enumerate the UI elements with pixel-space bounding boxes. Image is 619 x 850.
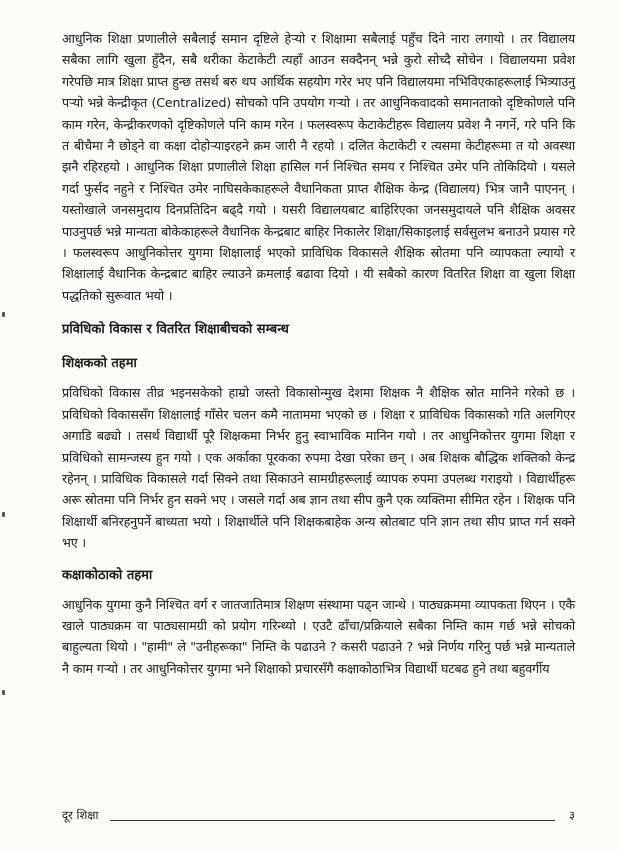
subsection-heading-teacher: शिक्षकको तहमा — [62, 356, 137, 372]
subsection-heading-classroom: कक्षाकोठाको तहमा — [62, 567, 153, 583]
intro-paragraph: आधुनिक शिक्षा प्रणालीले सबैलाई समान दृष्टिले हेर्‍यो र शिक्षामा सबैलाई पहुँच दिने नारा लगायो । तर विद्यालय सबैका लागि खुला हुँदैन, सबै थरीका केटाकेटी त्यहाँ आउन सक्दैनन् भन्ने कुरो सोच्दै सोचेन । विद्यालयमा प्रवेश गरेपछि मात्र शिक्षा प्राप्त हुन्छ तसर्थ बरु थप आर्थिक सहयोग गरेर भए पनि विद्यालयमा नभिविएकाहरूलाई भित्र्याउनु पर्‍यो भन्ने केन्द्रीकृत (Centralized) सोचको पनि उपयोग गर्‍यो । तर आधुनिकवादको समानताको दृष्टिकोणले पनि काम गरेन, केन्द्रीकरणको दृष्टिकोणले पनि काम गरेन । फलस्वरूप केटाकेटीहरू विद्यालय प्रवेश नै नगर्ने, गरे पनि कि त बीचैमा नै छोड्ने वा कक्षा दोहोर्‍याइरहने क्रम जारी नै रहयो । दलित केटाकेटी र त्यसमा केटीहरूमा त यो अवस्था झनै रहिरहयो । आधुनिक शिक्षा प्रणालीले शिक्षा हासिल गर्न निश्चित समय र निश्चित उमेर पनि तोकिदियो । यसले गर्दा फुर्सद नहुने र निश्चित उमेर नाघिसकेकाहरूले वैधानिकता प्राप्त शैक्षिक केन्द्र (विद्यालय) भित्र जानै पाएनन् । यस्तोखाले जनसमुदाय दिनप्रतिदिन बढ्दै गयो । यसरी विद्यालयबाट बाहिरिएका जनसमुदायले पनि शैक्षिक अवसर पाउनुपर्छ भन्ने मान्यता बोकेकाहरूले वैधानिक केन्द्रबाट बाहिर निकालेर शिक्षा/सिकाइलाई सर्वसुलभ बनाउने प्रयास गरे । फलस्वरूप आधुनिकोत्तर युगमा शिक्षालाई भएको प्राविधिक विकासले शैक्षिक स्रोतमा पनि व्यापकता ल्यायो र शिक्षालाई वैधानिक केन्द्रबाट बाहिर ल्याउने क्रमलाई बढावा दियो । यी सबैको कारण वितरित शिक्षा वा खुला शिक्षा पद्धतिको सुरूवात भयो । — [62, 31, 575, 303]
teacher-paragraph: प्रविधिको विकास तीव्र भइनसकेको हाम्रो जस्तो विकासोन्मुख देशमा शिक्षक नै शैक्षिक स्रोत मानिने गरेको छ । प्रविधिको विकाससँग शिक्षालाई गाँसेर चलन कमै नाताममा भएको छ । शिक्षा र प्राविधिक विकासको गति अलगिएर अगाडि बढ्यो । तसर्थ विद्यार्थी पूरै शिक्षकमा निर्भर हुनु स्वाभाविक मानिन गयो । तर आधुनिकोत्तर युगमा शिक्षा र प्रविधिको सामन्जस्य हुन गयो । एक अर्काका पूरकका रुपमा देखा परेका छन् । अब शिक्षक बौद्धिक शक्तिको केन्द्र रहेनन् । प्राविधिक विकासले गर्दा सिक्ने तथा सिकाउने सामग्रीहरूलाई व्यापक रुपमा उपलब्ध गराइयो । विद्यार्थीहरू अरू स्रोतमा पनि निर्भर हुन सक्ने भए । जसले गर्दा अब ज्ञान तथा सीप कुनै एक व्यक्तिमा सीमित रहेन । शिक्षक पनि शिक्षार्थी बनिरहनुपर्ने बाध्यता भयो । शिक्षार्थीले पनि शिक्षकबाहेक अन्य स्रोतबाट पनि ज्ञान तथा सीप प्राप्त गर्न सक्ने भए । — [62, 385, 575, 551]
page-body — [62, 28, 575, 679]
footer-rule — [110, 820, 555, 821]
page-footer — [62, 808, 575, 826]
scan-mark — [2, 512, 5, 517]
page-number: ३ — [569, 808, 575, 822]
section-heading: प्रविधिको विकास र वितरित शिक्षाबीचको सम्बन्ध — [62, 322, 289, 338]
scan-mark — [2, 312, 5, 317]
classroom-paragraph: आधुनिक युगमा कुनै निश्चित वर्ग र जातजातिमात्र शिक्षण संस्थामा पढ्न जान्थे । पाठ्यक्रममा व्यापकता थिएन । एकै खाले पाठ्यक्रम वा पाठ्यसामग्री को प्रयोग गरिन्थ्यो । एउटै ढाँचा/प्रक्रियाले सबैका निम्ति काम गर्छ भन्ने सोचको बाहुल्यता थियो । "हामी" ले "उनीहरूका" निम्ति के पढाउने ? कसरी पढाउने ? भन्ने निर्णय गरिनु पर्छ भन्ने मान्यताले नै काम गर्‍यो । तर आधुनिकोत्तर युगमा भने शिक्षाको प्रचारसँगै कक्षाकोठाभित्र विद्यार्थी घटबढ हुने तथा बहुवर्गीय — [62, 596, 575, 676]
journal-name: दूर शिक्षा — [62, 808, 99, 822]
scan-mark — [2, 690, 5, 695]
